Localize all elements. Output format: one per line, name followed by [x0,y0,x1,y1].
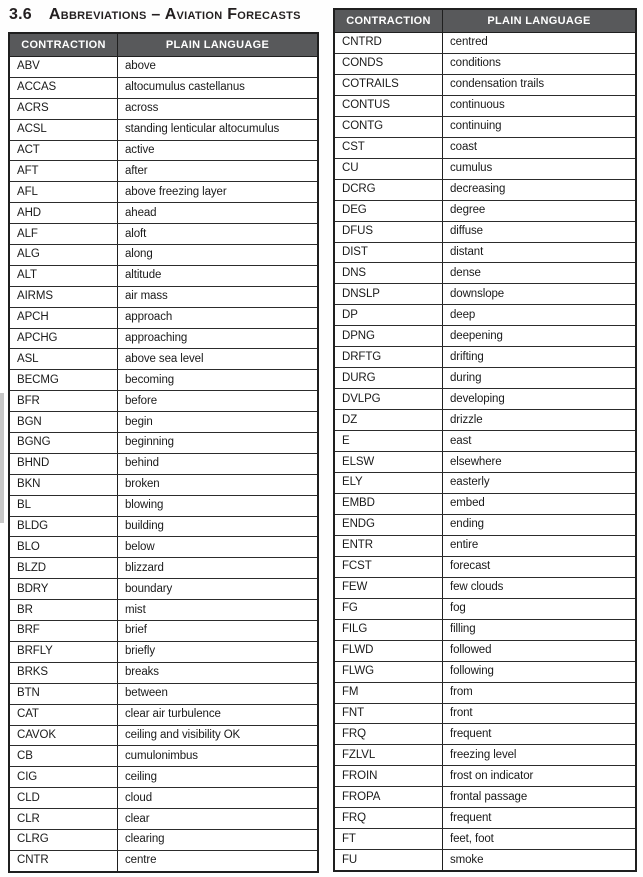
plain-language-cell: begin [125,415,153,428]
table-row [335,263,635,284]
contraction-cell: CLRG [10,830,118,850]
plain-language-cell: blizzard [125,561,164,574]
table-row [10,579,317,600]
plain-language-cell: drifting [450,350,484,363]
contraction-cell: BRFLY [10,642,118,662]
contraction-cell: ACSL [10,120,118,140]
contraction-cell: ABV [10,57,118,77]
table-row [10,496,317,517]
contraction-cell: COTRAILS [335,75,443,95]
contraction-cell: CONTG [335,117,443,137]
table-row [10,245,317,266]
plain-language-cell: beginning [125,436,174,449]
table-row [335,452,635,473]
table-row [335,326,635,347]
plain-language-cell: air mass [125,290,168,303]
table-row [335,808,635,829]
plain-language-cell: cumulonimbus [125,749,198,762]
plain-language-cell: forecast [450,560,491,573]
plain-language-cell: altitude [125,269,162,282]
table-row [335,284,635,305]
plain-language-cell: ceiling and visibility OK [125,728,241,741]
table-row [10,224,317,245]
plain-language-cell: breaks [125,666,159,679]
table-row [335,410,635,431]
contraction-cell: DVLPG [335,389,443,409]
plain-language-cell: ahead [125,206,157,219]
contraction-cell: DNS [335,263,443,283]
plain-language-cell: from [450,686,473,699]
table-row [10,203,317,224]
plain-language-cell: aloft [125,227,147,240]
plain-language-cell: east [450,434,472,447]
contraction-cell: CONDS [335,54,443,74]
plain-language-cell: deep [450,308,476,321]
table-row [335,683,635,704]
plain-language-cell: boundary [125,582,173,595]
plain-language-cell: conditions [450,57,501,70]
table-body [10,57,317,871]
plain-language-cell: deepening [450,329,503,342]
plain-language-cell: dense [450,266,481,279]
contraction-cell: CST [335,138,443,158]
abbreviations-table-right [333,8,637,872]
table-row [10,287,317,308]
table-row [335,578,635,599]
contraction-cell: CONTUS [335,96,443,116]
table-row [10,746,317,767]
contraction-cell: FEW [335,578,443,598]
contraction-cell: AIRMS [10,287,118,307]
table-row [335,243,635,264]
plain-language-cell: centre [125,854,157,867]
table-row [10,558,317,579]
contraction-cell: BFR [10,391,118,411]
plain-language-cell: centred [450,36,488,49]
table-row [335,473,635,494]
contraction-cell: APCHG [10,329,118,349]
table-row [10,767,317,788]
contraction-cell: ELSW [335,452,443,472]
plain-language-cell: below [125,540,155,553]
contraction-cell: BL [10,496,118,516]
contraction-cell: ENTR [335,536,443,556]
plain-language-cell: drizzle [450,413,483,426]
table-row [335,75,635,96]
contraction-cell: BLDG [10,517,118,537]
plain-language-cell: fog [450,602,466,615]
contraction-cell: BTN [10,684,118,704]
table-row [335,347,635,368]
plain-language-cell: briefly [125,645,155,658]
table-row [335,704,635,725]
page-title: Abbreviations – Aviation Forecasts [48,6,301,23]
contraction-cell: BGNG [10,433,118,453]
plain-language-cell: freezing level [450,748,517,761]
contraction-cell: CLR [10,809,118,829]
table-row [10,726,317,747]
table-row [335,222,635,243]
contraction-cell: DRFTG [335,347,443,367]
table-row [335,368,635,389]
plain-language-cell: entire [450,539,479,552]
plain-language-cell: during [450,371,482,384]
plain-language-cell: feet, foot [450,832,494,845]
contraction-cell: FCST [335,557,443,577]
table-row [10,851,317,871]
column-header-plain-language: PLAIN LANGUAGE [487,15,591,27]
plain-language-cell: altocumulus castellanus [125,81,245,94]
plain-language-cell: continuing [450,120,502,133]
contraction-cell: DEG [335,201,443,221]
plain-language-cell: cloud [125,791,152,804]
table-row [10,517,317,538]
contraction-cell: CAT [10,705,118,725]
plain-language-cell: before [125,394,158,407]
contraction-cell: BRF [10,621,118,641]
plain-language-cell: frost on indicator [450,769,534,782]
contraction-cell: AFT [10,161,118,181]
contraction-cell: CLD [10,788,118,808]
contraction-cell: AFL [10,182,118,202]
plain-language-cell: continuous [450,99,505,112]
contraction-cell: EMBD [335,494,443,514]
table-row [335,305,635,326]
plain-language-cell: frequent [450,811,492,824]
contraction-cell: BR [10,600,118,620]
section-number: 3.6 [9,6,32,23]
contraction-cell: DURG [335,368,443,388]
plain-language-cell: few clouds [450,581,504,594]
table-row [335,431,635,452]
table-row [10,475,317,496]
contraction-cell: DZ [335,410,443,430]
table-row [335,33,635,54]
table-row [10,370,317,391]
contraction-cell: ACRS [10,99,118,119]
table-row [10,663,317,684]
contraction-cell: ENDG [335,515,443,535]
plain-language-cell: above sea level [125,352,204,365]
contraction-cell: DFUS [335,222,443,242]
table-row [335,745,635,766]
contraction-cell: FT [335,829,443,849]
plain-language-cell: active [125,144,155,156]
contraction-cell: FLWD [335,641,443,661]
table-row [10,830,317,851]
contraction-cell: BGN [10,412,118,432]
table-row [10,182,317,203]
table-row [10,57,317,78]
table-row [335,494,635,515]
plain-language-cell: across [125,102,159,115]
table-header-row [10,34,317,57]
plain-language-cell: decreasing [450,183,506,196]
abbreviations-table-left [8,32,319,873]
table-row [335,96,635,117]
contraction-cell: BKN [10,475,118,495]
contraction-cell: BLZD [10,558,118,578]
table-row [335,159,635,180]
plain-language-cell: behind [125,457,159,470]
plain-language-cell: blowing [125,499,164,512]
contraction-cell: ACCAS [10,78,118,98]
plain-language-cell: smoke [450,853,484,866]
table-row [10,391,317,412]
plain-language-cell: ending [450,518,484,531]
table-row [335,54,635,75]
plain-language-cell: mist [125,603,146,616]
contraction-cell: FG [335,599,443,619]
table-row [335,850,635,870]
table-row [10,433,317,454]
plain-language-cell: broken [125,478,160,491]
table-row [335,724,635,745]
table-row [10,454,317,475]
table-row [335,787,635,808]
column-header-contraction: CONTRACTION [10,34,118,56]
contraction-cell: FRQ [335,808,443,828]
table-row [10,809,317,830]
plain-language-cell: frequent [450,727,492,740]
plain-language-cell: downslope [450,287,505,300]
contraction-cell: CAVOK [10,726,118,746]
plain-language-cell: clear [125,812,150,825]
table-row [335,829,635,850]
column-header-plain-language: PLAIN LANGUAGE [165,39,270,51]
contraction-cell: ALG [10,245,118,265]
contraction-cell: APCH [10,308,118,328]
table-row [10,684,317,705]
contraction-cell: FRQ [335,724,443,744]
contraction-cell: ELY [335,473,443,493]
table-row [335,620,635,641]
table-row [335,557,635,578]
contraction-cell: FROPA [335,787,443,807]
table-row [10,266,317,287]
plain-language-cell: clearing [125,833,165,846]
table-body [335,33,635,870]
table-row [10,161,317,182]
table-row [335,766,635,787]
table-row [10,308,317,329]
plain-language-cell: coast [450,141,477,154]
contraction-cell: ALF [10,224,118,244]
plain-language-cell: distant [450,246,484,258]
table-row [335,515,635,536]
contraction-cell: CNTRD [335,33,443,53]
contraction-cell: ACT [10,141,118,161]
table-row [10,78,317,99]
table-row [10,705,317,726]
contraction-cell: BRKS [10,663,118,683]
contraction-cell: DPNG [335,326,443,346]
plain-language-cell: easterly [450,476,490,489]
contraction-cell: AHD [10,203,118,223]
table-row [335,138,635,159]
table-row [10,412,317,433]
contraction-cell: BECMG [10,370,118,390]
plain-language-cell: elsewhere [450,455,502,468]
contraction-cell: CIG [10,767,118,787]
table-row [10,642,317,663]
plain-language-cell: building [125,520,164,533]
table-row [10,120,317,141]
plain-language-cell: after [125,164,148,177]
section-heading [9,6,301,24]
contraction-cell: ALT [10,266,118,286]
table-header-row [335,10,635,33]
plain-language-cell: approach [125,311,173,324]
contraction-cell: BLO [10,537,118,557]
table-row [335,180,635,201]
plain-language-cell: clear air turbulence [125,708,221,721]
contraction-cell: ASL [10,349,118,369]
plain-language-cell: following [450,665,494,678]
plain-language-cell: front [450,706,473,719]
plain-language-cell: embed [450,497,485,510]
table-row [335,536,635,557]
contraction-cell: DNSLP [335,284,443,304]
table-row [335,117,635,138]
contraction-cell: FM [335,683,443,703]
plain-language-cell: becoming [125,373,175,386]
table-row [335,389,635,410]
plain-language-cell: above [125,60,156,73]
table-row [10,329,317,350]
plain-language-cell: cumulus [450,162,493,175]
table-row [10,99,317,120]
contraction-cell: CNTR [10,851,118,871]
table-row [10,621,317,642]
plain-language-cell: standing lenticular altocumulus [125,123,280,136]
plain-language-cell: brief [125,624,147,637]
table-row [10,537,317,558]
table-row [10,349,317,370]
contraction-cell: DIST [335,243,443,263]
contraction-cell: FROIN [335,766,443,786]
plain-language-cell: above freezing layer [125,185,227,198]
table-row [335,662,635,683]
plain-language-cell: approaching [125,332,188,345]
contraction-cell: DP [335,305,443,325]
contraction-cell: CB [10,746,118,766]
table-row [335,641,635,662]
plain-language-cell: frontal passage [450,790,528,803]
plain-language-cell: followed [450,644,492,657]
contraction-cell: FILG [335,620,443,640]
contraction-cell: BHND [10,454,118,474]
column-header-contraction: CONTRACTION [335,10,443,32]
contraction-cell: DCRG [335,180,443,200]
page-edge-scan-artifact [0,393,4,523]
contraction-cell: BDRY [10,579,118,599]
plain-language-cell: along [125,248,153,261]
plain-language-cell: degree [450,204,486,217]
contraction-cell: E [335,431,443,451]
table-row [10,788,317,809]
plain-language-cell: filling [450,623,476,636]
contraction-cell: FZLVL [335,745,443,765]
contraction-cell: FU [335,850,443,870]
plain-language-cell: condensation trails [450,78,544,91]
contraction-cell: CU [335,159,443,179]
plain-language-cell: diffuse [450,225,483,238]
plain-language-cell: ceiling [125,770,157,783]
table-row [10,141,317,162]
contraction-cell: FNT [335,704,443,724]
table-row [335,201,635,222]
table-row [335,599,635,620]
plain-language-cell: between [125,687,168,700]
table-row [10,600,317,621]
contraction-cell: FLWG [335,662,443,682]
plain-language-cell: developing [450,392,505,405]
